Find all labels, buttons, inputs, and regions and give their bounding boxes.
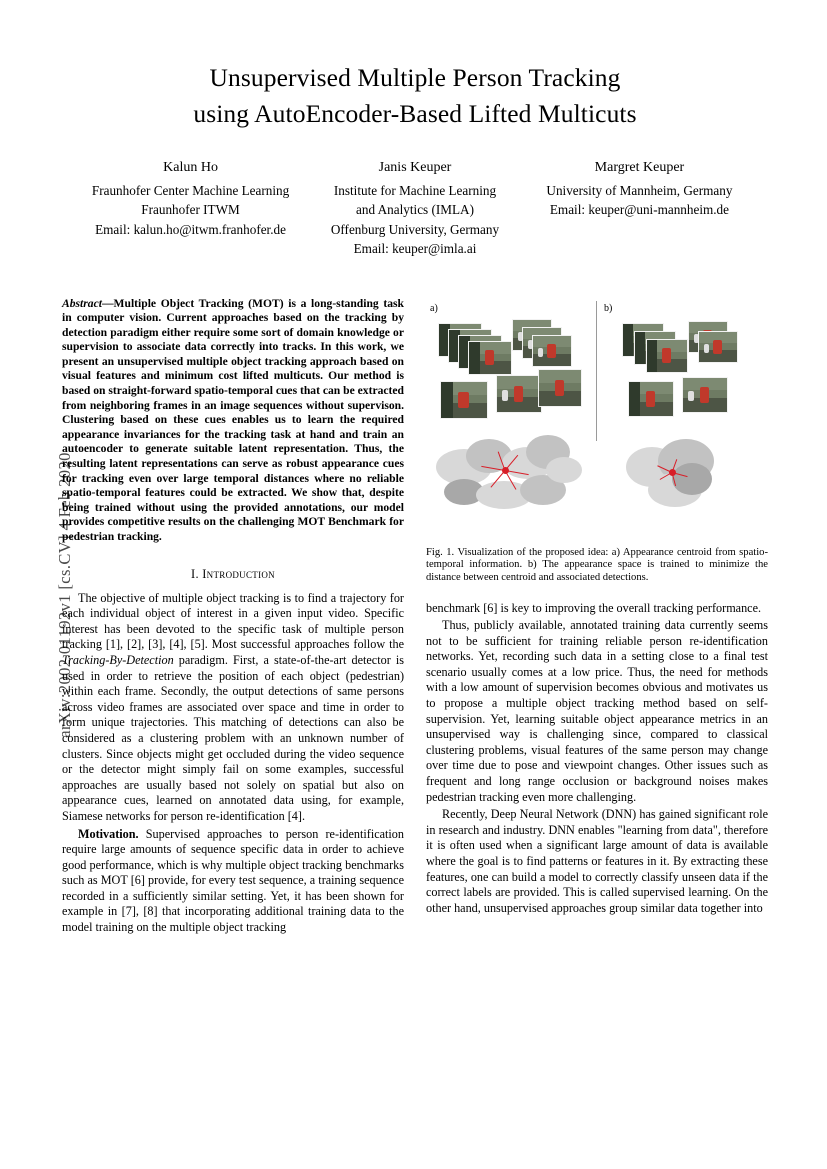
detection-frame [440,381,488,419]
figure-divider [596,301,597,441]
author-list [62,158,768,259]
author-affiliation: Fraunhofer ITWM [141,202,240,217]
author-block-2 [304,158,525,259]
detection-frame [496,375,542,413]
figure-caption-text: Visualization of the proposed idea: a) Appearance centroid from spatio-temporal information. b) The appearance space is trained to minimize the distance between centroid and associated detections. [426,546,768,583]
author-email: Email: kalun.ho@itwm.franhofer.de [95,221,286,237]
detection-frame [628,381,674,417]
panel-b-label: b) [604,302,613,314]
panel-a-label: a) [430,302,438,314]
paragraph: Thus, publicly available, annotated training data currently seems not to be sufficient for training reliable person re-identification networks. Yet, recording such data in a setting close to a final test scenario usually comes at a low price. Thus, the need for methods with a low amount of supervision becomes obvious and motivates us to propose a multiple object tracking method based on self-supervision. Yet, learning suitable object appearance metrics in an unsupervised way is challenging since, compared to classical clustering problems, visual features of the same person may change over time due to pose and viewpoint changes. Other issues such as frequent and long range occlusion or background noises makes pedestrian tracking even more challenging. [426,618,768,804]
detection-frame [532,335,572,367]
author-name: Margret Keuper [594,160,685,175]
abstract [62,297,404,545]
section-heading-introduction [62,567,404,582]
author-block-1 [80,158,301,259]
paragraph: Recently, Deep Neural Network (DNN) has gained significant role in research and industry. DNN enables "learning from data", therefore it is often used when a significant large amount of data is available where the goal is to find patterns or features in it. By extracting these features, one can build a model to correctly classify unseen data if the correct labels are provided. This is called supervised learning. On the other hand, unsupervised approaches group similar data together into [426,807,768,915]
detection-frame [682,377,728,413]
abstract-text: —Multiple Object Tracking (MOT) is a long-standing task in computer vision. Current approaches based on the tracking by detection paradigm either require some sort of domain knowledge or supervision to associate data correctly into tracks. In this work, we present an unsupervised multiple object tracking approach based on visual features and minimum cost lifted multicuts. Our method is based on straight-forward spatio-temporal cues that can be extracted from neighboring frames in an image sequences without supervison. Clustering based on these cues enables us to learn the required appearance invariances for the tracking task at hand and train an autoencoder to generate suitable latent representation. Thus, the resulting latent representations can serve as robust appearance cues for tracking even over large temporal distances where no reliable spatio-temporal features could be extracted. We show that, despite being trained without using the provided annotations, our model provides competitive results on the challenging MOT Benchmark for pedestrian tracking. [62,296,404,543]
abstract-lead: Abstract [62,296,102,310]
detection-frame [538,369,582,407]
paragraph: The objective of multiple object tracking is to find a trajectory for each individual object of interest in a given input video. Specific interest has been devoted to the specific task of multiple person tracking [1], [2], [3], [4], [5]. Most successful approaches follow the Tracking-By-Detection paradigm. First, a state-of-the-art detector is used in order to retrieve the position of each object (pedestrian) within each frame. Secondly, the output detections of same persons across video frames are associated over space and time in order to form unique trajectories. This matching of detections can also be considered as a clustering problem with an unknown number of clusters. Since objects might get occluded during the video sequence or the detector might simply fail on some examples, successful approaches are usually based not solely on spatial but also on appearance cues, learned on annotated data using, for example, Siamese networks for person re-identification [4]. [62,590,404,823]
figure-graphic [426,297,768,555]
page-title [62,60,768,132]
author-email: Email: keuper@uni-mannheim.de [549,202,730,217]
figure-1 [426,297,768,583]
paper-content [62,60,768,936]
right-column-text [426,601,768,917]
paragraph: Motivation. Supervised approaches to person re-identification require large amounts of sequence specific data in order to achieve good performance, which is why multiple object tracking benchmarks such as MOT [6] provide, for every test sequence, a training sequence recorded in a sufficiently similar setting. Yet, it has been shown for example in [7], [8] that incorporating additional training data to the model training on the multiple object tracking [62,826,404,935]
detection-frame [468,341,512,375]
figure-caption [426,547,768,585]
author-affiliation: Institute for Machine Learning [333,182,497,198]
arxiv-stamp: arXiv:2002.01192v1 [cs.CV] 4 Feb 2020 [55,452,74,738]
author-affiliation: University of Mannheim, Germany [546,182,733,198]
section-number: I. [191,566,199,581]
detection-frame [698,331,738,363]
author-affiliation: and Analytics (IMLA) [356,202,474,217]
paragraph: benchmark [6] is key to improving the overall tracking performance. [426,600,762,615]
author-email: Email: keuper@imla.ai [353,241,477,256]
latent-cluster-blob [546,457,582,483]
latent-cluster-blob [672,463,712,495]
title-line-2: using AutoEncoder-Based Lifted Multicuts [193,99,637,128]
two-column-body [62,297,768,936]
detection-frame [646,339,688,373]
section-title: Introduction [202,566,275,581]
author-affiliation: Fraunhofer Center Machine Learning [91,182,290,198]
title-line-1: Unsupervised Multiple Person Tracking [209,63,621,92]
author-block-3 [529,158,750,259]
author-name: Kalun Ho [163,160,218,175]
left-column [62,297,404,936]
figure-label: Fig. 1. [426,546,455,558]
author-name: Janis Keuper [378,160,452,175]
author-affiliation: Offenburg University, Germany [330,221,500,237]
right-column [426,297,768,936]
